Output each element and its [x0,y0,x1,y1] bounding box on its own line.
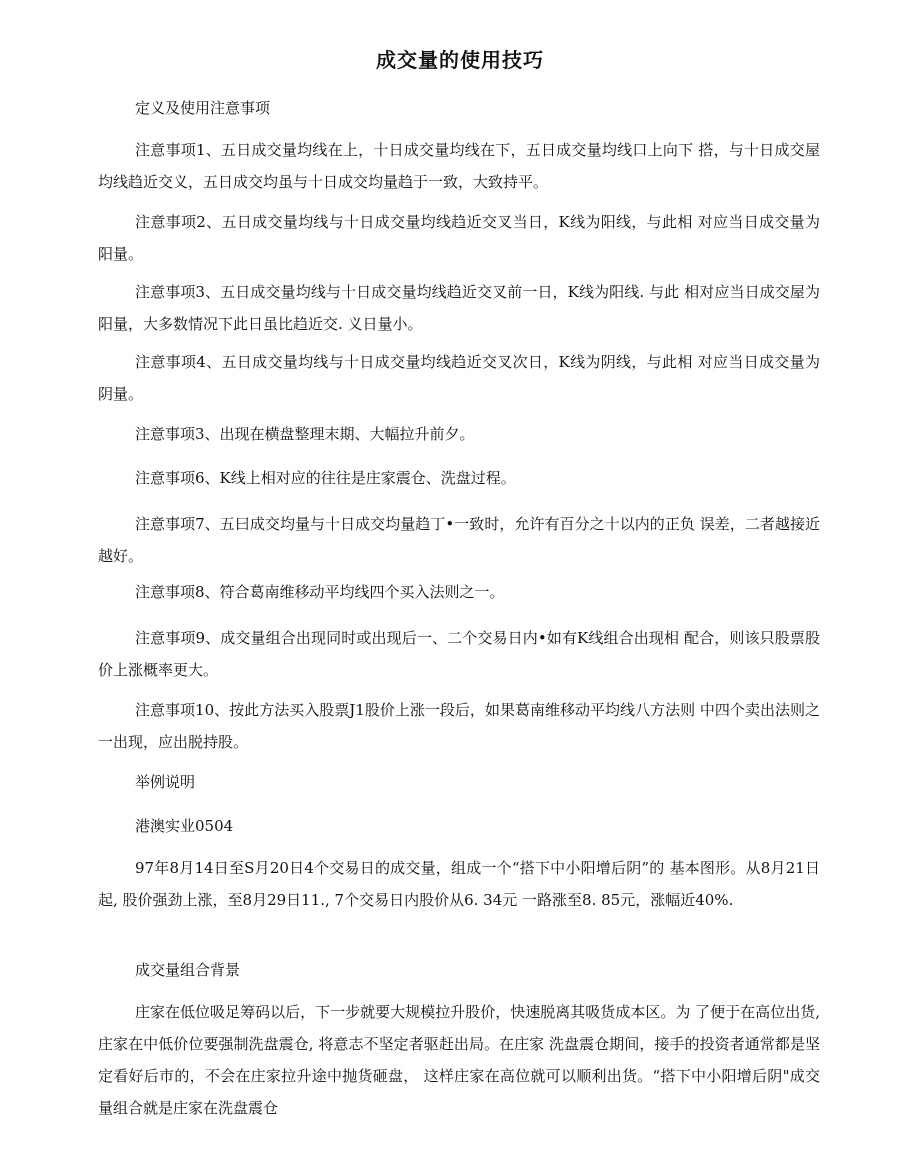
example-paragraph: 97年8月14日至S月20日4个交易日的成交量，组成一个“搭下中小阳增后阴”的 基本图形。从8月21日起, 股价强劲上涨，至8月29日11., 7个交易日内股价从6. 34元 一路涨至8. 85元，涨幅近40%. [98,859,820,909]
stock-name-line: 港澳实业0504 [135,817,234,835]
section-heading-definition: 定义及使用注意事项 [135,99,271,117]
note-5-paragraph: 注意事项3、出现在横盘整理末期、大幅拉升前夕。 [135,425,475,443]
note-9-paragraph: 注意事项9、成交量组合出现同时或出现后一、二个交易日内•如有K线组合出现相 配合，则该只股票股价上涨概率更大。 [98,629,820,679]
section-heading-example: 举例说明 [135,773,196,791]
note-6-paragraph: 注意事项6、K线上相对应的往往是庄家震仓、洗盘过程。 [135,469,516,487]
section-heading-background: 成交量组合背景 [135,961,241,979]
note-1-paragraph: 注意事项1、五日成交量均线在上，十日成交量均线在下，五日成交量均线口上向下 搭，与十日成交屋均线趋近交义，五日成交均虽与十日成交均量趋于一致，大致持平。 [98,141,820,191]
note-3-paragraph: 注意事项3、五日成交量均线与十日成交量均线趋近交叉前一日，K线为阳线. 与此 相对应当日成交屋为阳量，大多数情况下此日虽比趋近交. 义日量小。 [98,283,820,333]
note-10-paragraph: 注意事项10、按此方法买入股票J1股价上涨一段后，如果葛南维移动平均线八方法则 中四个卖出法则之一出现，应出脱持股。 [98,701,820,751]
note-2-paragraph: 注意事项2、五日成交量均线与十日成交量均线趋近交叉当日，K线为阳线，与此相 对应当日成交量为阳量。 [98,213,820,263]
note-8-paragraph: 注意事项8、符合葛南维移动平均线四个买入法则之一。 [135,583,505,601]
background-paragraph: 庄家在低位吸足筹码以后，下一步就要大规模拉升股价，快速脱离其吸货成本区。为 了便于在高位出货, 庄家在中低价位要强制洗盘震仓, 将意志不坚定者驱赶出局。在庄家 洗盘震仓期间，接手的投资者通常都是坚定看好后市的，不会在庄家拉升途中抛货砸盘， 这样庄家在高位就可以顺利出货。“搭下中小阳增后阴"成交量组合就是庄家在洗盘震仓 [98,1003,820,1117]
note-4-paragraph: 注意事项4、五日成交量均线与十日成交量均线趋近交叉次日，K线为阴线，与此相 对应当日成交量为阴量。 [98,353,820,403]
note-7-paragraph: 注意事项7、五曰成交均量与十日成交均量趋丁•一致时，允许有百分之十以内的正负 误差，二者越接近越好。 [98,515,820,565]
document-title: 成交量的使用技巧 [376,48,544,72]
